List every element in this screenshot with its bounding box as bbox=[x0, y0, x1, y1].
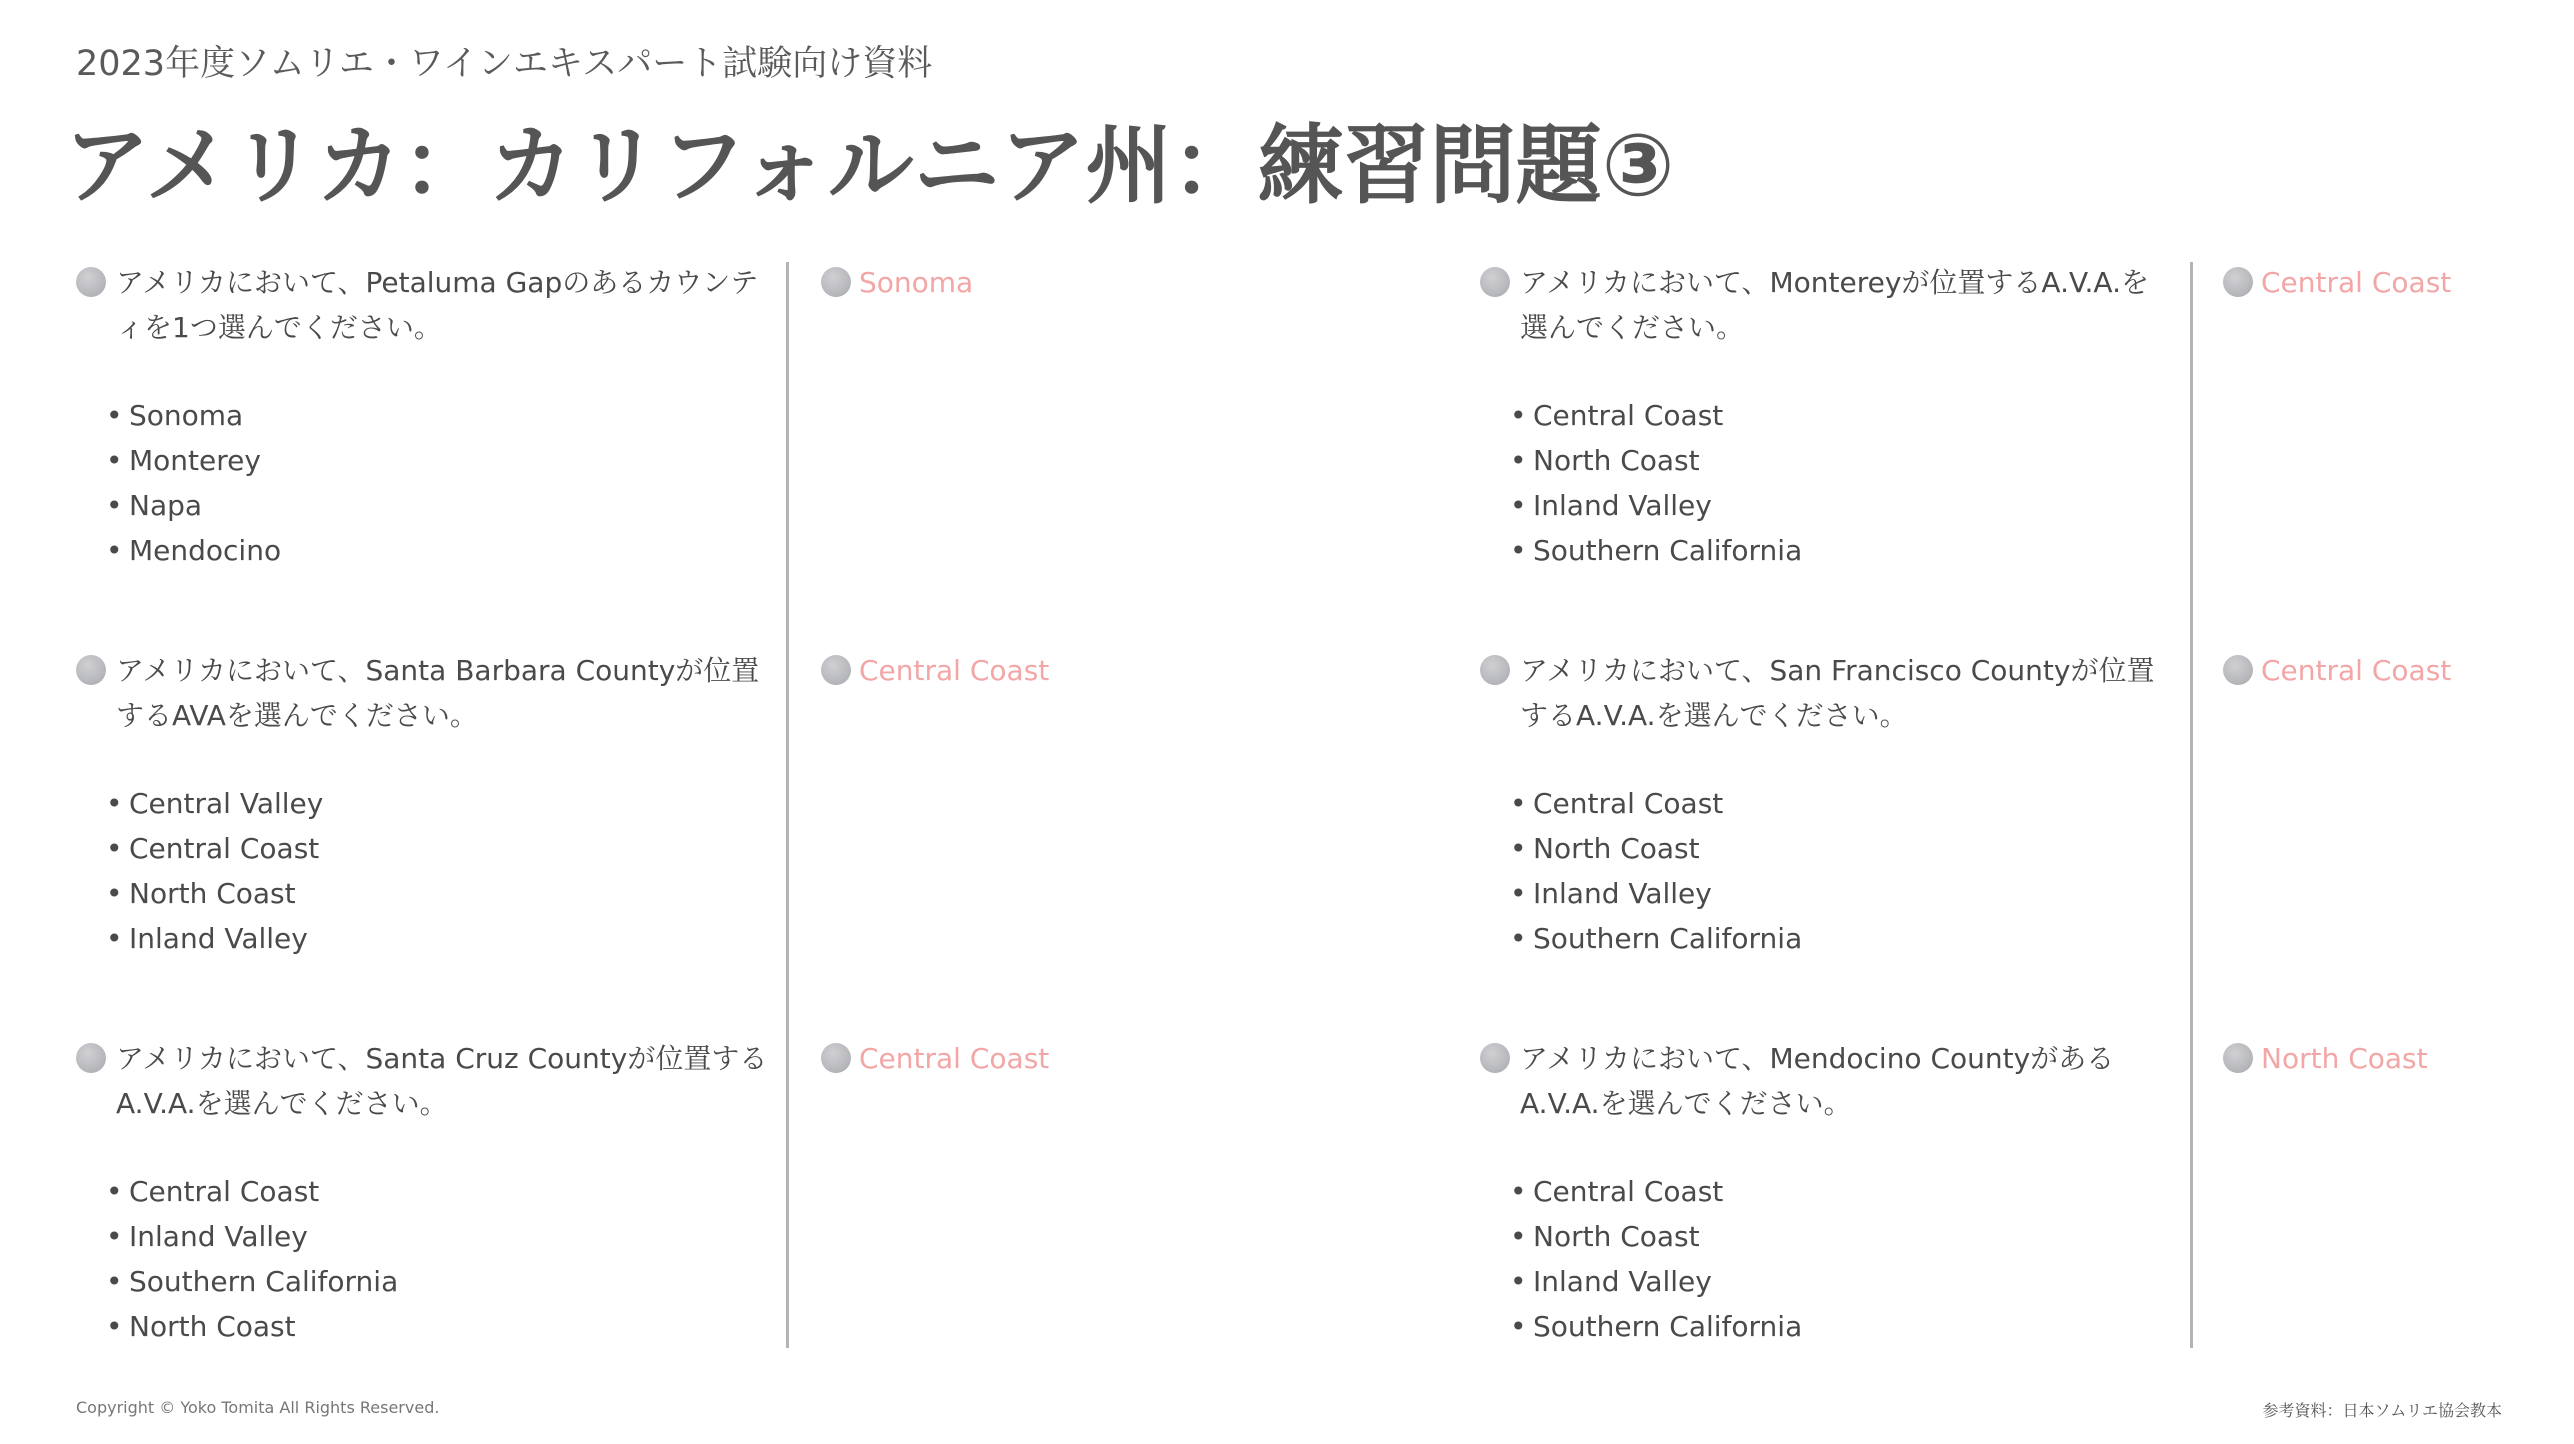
option-item: • Central Coast bbox=[106, 1175, 320, 1208]
option-item: • Mendocino bbox=[106, 534, 282, 567]
option-item: • Sonoma bbox=[106, 399, 244, 432]
question-text bbox=[78, 1036, 768, 1126]
option-item: • Napa bbox=[106, 489, 203, 522]
answer-bullet-icon bbox=[821, 655, 851, 685]
option-item: • Inland Valley bbox=[1510, 877, 1712, 910]
option-item: • Central Coast bbox=[1510, 787, 1724, 820]
question-text bbox=[1482, 1036, 2172, 1126]
answer-label: Central Coast bbox=[821, 1036, 1049, 1081]
question-text bbox=[78, 648, 768, 738]
answer-label: Central Coast bbox=[2223, 648, 2451, 693]
question-bullet-icon bbox=[1480, 655, 1510, 685]
question-bullet-icon bbox=[76, 655, 106, 685]
reference-text: 参考資料：日本ソムリエ協会教本 bbox=[2262, 1401, 2502, 1420]
option-item: • Southern California bbox=[1510, 922, 1803, 955]
answer-bullet-icon bbox=[2223, 655, 2253, 685]
option-item: • Inland Valley bbox=[1510, 1265, 1712, 1298]
option-item: • Inland Valley bbox=[106, 1220, 308, 1253]
option-item: • Monterey bbox=[106, 444, 261, 477]
option-item: • Southern California bbox=[1510, 1310, 1803, 1343]
question-text bbox=[1482, 260, 2172, 350]
option-item: • North Coast bbox=[1510, 832, 1700, 865]
answer-bullet-icon bbox=[821, 267, 851, 297]
answer-label: Central Coast bbox=[821, 648, 1049, 693]
option-item: • Central Valley bbox=[106, 787, 324, 820]
question-bullet-icon bbox=[76, 1043, 106, 1073]
answer-bullet-icon bbox=[821, 1043, 851, 1073]
option-item: • Inland Valley bbox=[1510, 489, 1712, 522]
option-item: • Central Coast bbox=[1510, 399, 1724, 432]
question-text bbox=[1482, 648, 2172, 738]
question-block bbox=[78, 648, 768, 961]
option-item: • Central Coast bbox=[1510, 1175, 1724, 1208]
option-item: • North Coast bbox=[106, 1310, 296, 1343]
question-label: アメリカにおいて、Mendocino CountyがあるA.V.A.を選んでください。 bbox=[1520, 1042, 2115, 1120]
option-list bbox=[1482, 393, 2172, 573]
question-text bbox=[78, 260, 768, 350]
option-list bbox=[78, 1169, 768, 1349]
option-item: • Southern California bbox=[106, 1265, 399, 1298]
question-bullet-icon bbox=[1480, 1043, 1510, 1073]
question-block bbox=[1482, 1036, 2172, 1349]
answer-label: Central Coast bbox=[2223, 260, 2451, 305]
answer-bullet-icon bbox=[2223, 267, 2253, 297]
option-item: • Inland Valley bbox=[106, 922, 308, 955]
question-label: アメリカにおいて、Petaluma Gapのあるカウンティを1つ選んでください。 bbox=[116, 266, 759, 344]
answer-label: North Coast bbox=[2223, 1036, 2428, 1081]
option-item: • North Coast bbox=[1510, 444, 1700, 477]
question-label: アメリカにおいて、Santa Barbara Countyが位置するAVAを選んでください。 bbox=[116, 654, 760, 732]
question-label: アメリカにおいて、San Francisco Countyが位置するA.V.A.を選んでください。 bbox=[1520, 654, 2155, 732]
option-list bbox=[78, 781, 768, 961]
question-block bbox=[78, 1036, 768, 1349]
option-item: • Central Coast bbox=[106, 832, 320, 865]
question-bullet-icon bbox=[1480, 267, 1510, 297]
option-item: • North Coast bbox=[106, 877, 296, 910]
question-label: アメリカにおいて、Santa Cruz Countyが位置するA.V.A.を選んでください。 bbox=[116, 1042, 768, 1120]
question-block bbox=[78, 260, 768, 573]
option-list bbox=[78, 393, 768, 573]
answer-label: Sonoma bbox=[821, 260, 973, 305]
page-subtitle: 2023年度ソムリエ・ワインエキスパート試験向け資料 bbox=[76, 44, 933, 84]
page-title: アメリカ：カリフォルニア州：練習問題③ bbox=[64, 116, 1675, 216]
option-item: • North Coast bbox=[1510, 1220, 1700, 1253]
column-divider-left bbox=[786, 262, 789, 1348]
option-list bbox=[1482, 1169, 2172, 1349]
option-item: • Southern California bbox=[1510, 534, 1803, 567]
column-divider-right bbox=[2190, 262, 2193, 1348]
question-label: アメリカにおいて、Montereyが位置するA.V.A.を選んでください。 bbox=[1520, 266, 2149, 344]
question-block bbox=[1482, 260, 2172, 573]
option-list bbox=[1482, 781, 2172, 961]
question-bullet-icon bbox=[76, 267, 106, 297]
copyright-text: Copyright © Yoko Tomita All Rights Reserved. bbox=[76, 1398, 440, 1417]
answer-bullet-icon bbox=[2223, 1043, 2253, 1073]
question-block bbox=[1482, 648, 2172, 961]
